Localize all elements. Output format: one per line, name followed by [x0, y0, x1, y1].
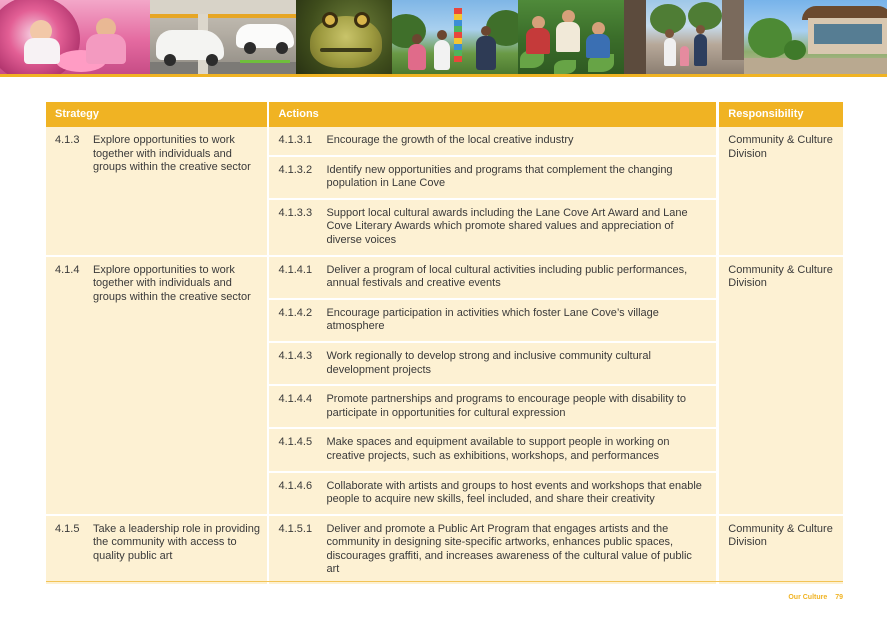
strategy-text: Explore opportunities to work together with individuals and groups within the creative sector	[93, 263, 251, 303]
responsibility-cell	[719, 127, 843, 255]
frog-photo-icon	[296, 0, 392, 74]
electric-cars-carpark-photo-icon	[150, 0, 296, 74]
strategy-code: 4.1.5	[55, 522, 80, 535]
action-text: Encourage participation in activities which foster Lane Cove’s village atmosphere	[326, 306, 659, 333]
strategy-actions-table	[46, 102, 843, 584]
actions-cell	[269, 516, 716, 584]
action-text: Work regionally to develop strong and inclusive community cultural development projects	[326, 349, 651, 376]
action-code: 4.1.4.2	[278, 306, 313, 319]
responsibility-cell	[719, 516, 843, 584]
strategy-text: Take a leadership role in providing the community with access to quality public art	[93, 522, 260, 562]
action-code: 4.1.4.1	[278, 263, 313, 276]
action-code: 4.1.4.5	[278, 436, 313, 449]
page-footer	[788, 594, 843, 601]
action-row	[269, 155, 716, 198]
photo-banner	[0, 0, 887, 74]
strategy-cell	[46, 257, 267, 514]
action-text: Collaborate with artists and groups to host events and workshops that enable people to acquire new skills, feel included, and share their creativity	[326, 479, 702, 506]
action-code: 4.1.5.1	[278, 522, 313, 535]
action-text: Make spaces and equipment available to support people in working on creative projects, such as exhibitions, workshops, and performances	[326, 436, 670, 462]
action-row	[269, 384, 716, 427]
responsibility-text: Community & Culture Division	[728, 263, 833, 290]
strategy-group	[46, 257, 843, 514]
action-row	[269, 516, 716, 584]
strategy-group	[46, 127, 843, 255]
action-text: Deliver a program of local cultural activities including public performances, annual festivals and creative events	[326, 263, 688, 290]
action-text: Promote partnerships and programs to encourage people with disability to participate in opportunities for cultural expression	[326, 393, 686, 419]
action-row	[269, 127, 716, 155]
children-outdoor-play-photo-icon	[392, 0, 518, 74]
actions-cell	[269, 127, 716, 255]
action-code: 4.1.4.4	[278, 393, 313, 406]
strategy-code: 4.1.3	[55, 134, 80, 146]
footer-section-title: Our Culture	[788, 594, 828, 601]
strategy-group	[46, 516, 843, 584]
responsibility-text: Community & Culture Division	[728, 134, 833, 160]
responsibility-text: Community & Culture Division	[728, 522, 833, 549]
table-header-row	[46, 102, 843, 127]
action-row	[269, 471, 716, 514]
kids-reading-nook-photo-icon	[0, 0, 150, 74]
action-text: Encourage the growth of the local creative industry	[326, 134, 574, 146]
footer-divider	[46, 581, 843, 582]
strategy-cell	[46, 127, 267, 255]
action-code: 4.1.4.3	[278, 349, 313, 362]
strategy-cell	[46, 516, 267, 584]
strategy-text: Explore opportunities to work together with individuals and groups within the creative sector	[93, 134, 251, 174]
actions-cell	[269, 257, 716, 514]
action-code: 4.1.3.1	[278, 134, 313, 146]
column-header-responsibility: Responsibility	[719, 102, 843, 127]
action-row	[269, 198, 716, 255]
page-number: 79	[835, 594, 843, 601]
action-row	[269, 427, 716, 470]
community-group-garden-photo-icon	[518, 0, 624, 74]
outdoor-plaza-building-photo-icon	[744, 0, 887, 74]
column-header-actions: Actions	[269, 102, 716, 127]
action-code: 4.1.4.6	[278, 479, 313, 492]
village-street-walkers-photo-icon	[624, 0, 744, 74]
responsibility-cell	[719, 257, 843, 514]
column-header-strategy: Strategy	[46, 102, 267, 127]
action-text: Identify new opportunities and programs that complement the changing population in Lane Cove	[326, 163, 673, 190]
action-code: 4.1.3.2	[278, 163, 313, 176]
action-row	[269, 341, 716, 384]
action-row	[269, 257, 716, 298]
strategy-code: 4.1.4	[55, 263, 80, 276]
action-code: 4.1.3.3	[278, 206, 313, 219]
action-text: Support local cultural awards including the Lane Cove Art Award and Lane Cove Literary Awards which promote shared values and appreciation of diverse voices	[326, 206, 688, 246]
action-row	[269, 298, 716, 341]
action-text: Deliver and promote a Public Art Program that engages artists and the community in designing site-specific artworks, enhances public spaces, discourages graffiti, and increases awareness of the cultural value of public art	[326, 522, 692, 576]
banner-divider	[0, 74, 887, 77]
